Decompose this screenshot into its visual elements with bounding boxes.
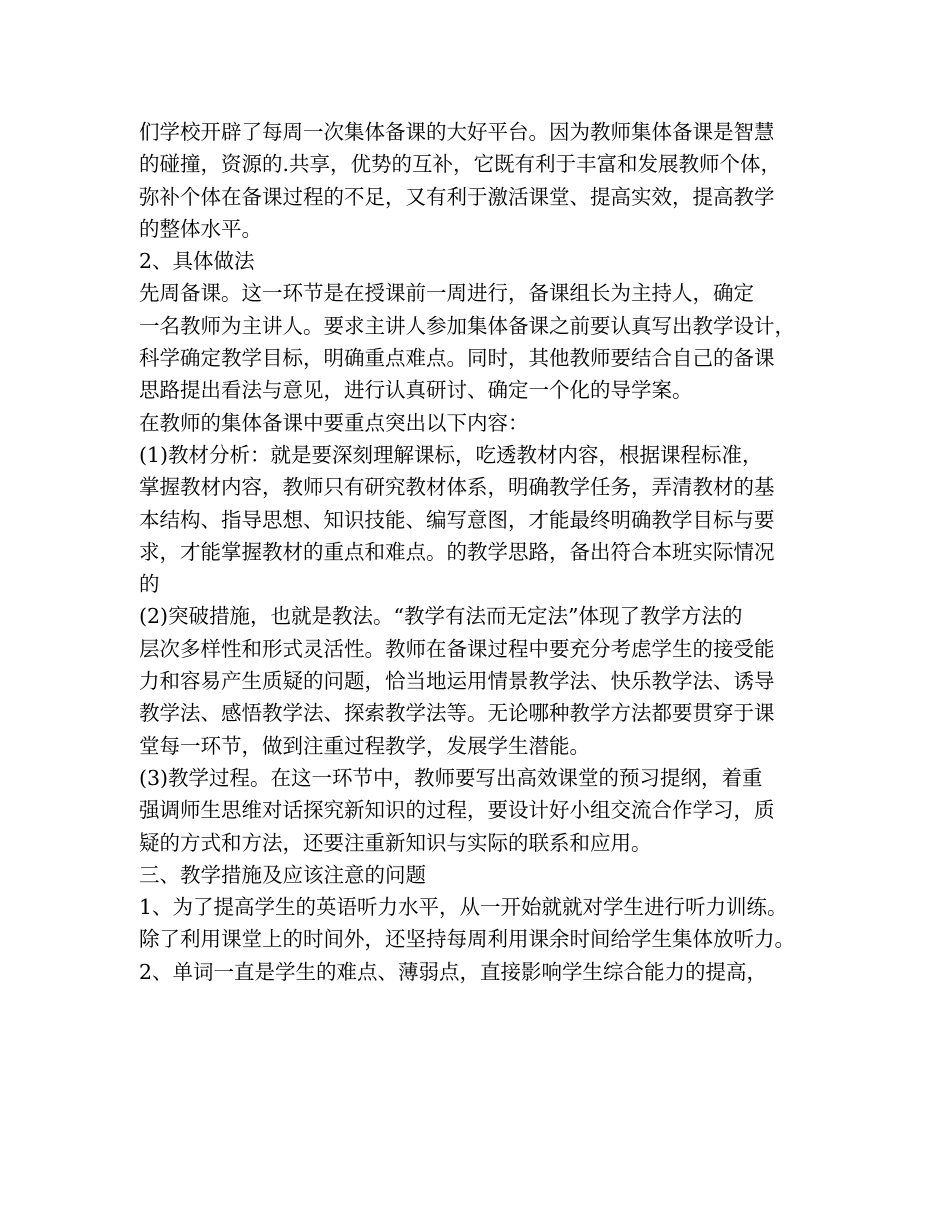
text-line: 科学确定教学目标，明确重点难点。同时，其他教师要结合自己的备课 bbox=[139, 346, 775, 371]
text-line: 思路提出看法与意见，进行认真研讨、确定一个化的导学案。 bbox=[139, 378, 693, 403]
text-line: 掌握教材内容，教师只有研究教材体系，明确教学任务，弄清教材的基 bbox=[139, 475, 775, 500]
text-line: 弥补个体在备课过程的不足，又有利于激活课堂、提高实效，提高教学 bbox=[139, 184, 775, 209]
text-line: (2)突破措施，也就是教法。“教学有法而无定法”体现了教学方法的 bbox=[139, 604, 743, 629]
text-line: 求，才能掌握教材的重点和难点。的教学思路，备出符合本班实际情况 bbox=[139, 539, 775, 564]
text-line: 的碰撞，资源的.共享，优势的互补，它既有利于丰富和发展教师个体， bbox=[139, 152, 782, 177]
text-line: 本结构、指导思想、知识技能、编写意图，才能最终明确教学目标与要 bbox=[139, 507, 775, 532]
text-line: (1)教材分析：就是要深刻理解课标，吃透教材内容，根据课程标准， bbox=[139, 442, 763, 467]
text-line: 在教师的集体备课中要重点突出以下内容： bbox=[139, 410, 529, 435]
text-line: 们学校开辟了每周一次集体备课的大好平台。因为教师集体备课是智慧 bbox=[139, 120, 775, 144]
text-line: 层次多样性和形式灵活性。教师在备课过程中要充分考虑学生的接受能 bbox=[139, 636, 775, 661]
text-line: 的整体水平。 bbox=[139, 216, 262, 241]
text-line: 除了利用课堂上的时间外，还坚持每周利用课余时间给学生集体放听力。 bbox=[139, 927, 795, 952]
text-line: (3)教学过程。在这一环节中，教师要写出高效课堂的预习提纲，着重 bbox=[139, 765, 763, 790]
text-line: 1、为了提高学生的英语听力水平，从一开始就就对学生进行听力训练。 bbox=[139, 895, 788, 920]
text-line: 2、单词一直是学生的难点、薄弱点，直接影响学生综合能力的提高， bbox=[139, 959, 768, 984]
text-line: 先周备课。这一环节是在授课前一周进行，备课组长为主持人，确定 bbox=[139, 281, 754, 306]
text-line: 疑的方式和方法，还要注重新知识与实际的联系和应用。 bbox=[139, 830, 652, 855]
section-heading: 2、具体做法 bbox=[139, 249, 255, 274]
text-line: 教学法、感悟教学法、探索教学法等。无论哪种教学方法都要贯穿于课 bbox=[139, 701, 775, 726]
text-line: 力和容易产生质疑的问题，恰当地运用情景教学法、快乐教学法、诱导 bbox=[139, 669, 775, 694]
document-body bbox=[139, 116, 829, 988]
text-line: 强调师生思维对话探究新知识的过程，要设计好小组交流合作学习，质 bbox=[139, 798, 775, 823]
text-line: 一名教师为主讲人。要求主讲人参加集体备课之前要认真写出教学设计， bbox=[139, 313, 795, 338]
text-line: 的 bbox=[139, 572, 160, 597]
text-line: 堂每一环节，做到注重过程教学，发展学生潜能。 bbox=[139, 733, 590, 758]
section-heading: 三、教学措施及应该注意的问题 bbox=[139, 862, 426, 887]
